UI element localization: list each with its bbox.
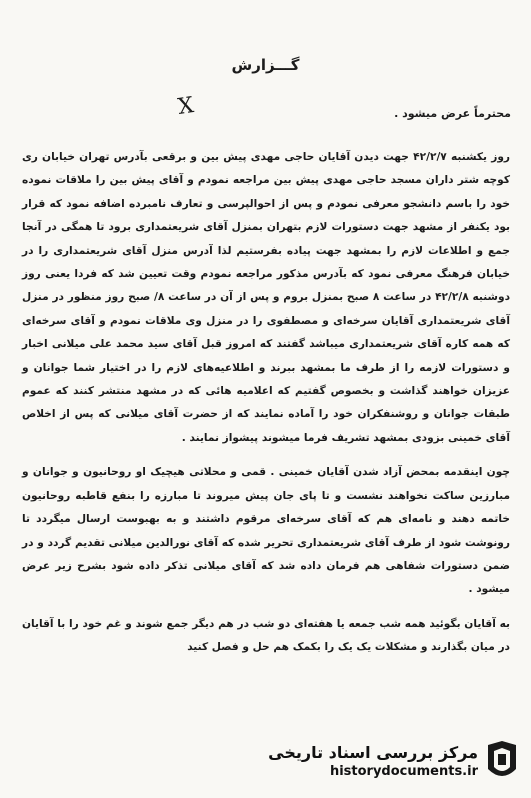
salutation-line: محترماً عرض میشود . <box>394 107 511 120</box>
watermark-text <box>268 743 478 779</box>
paragraph-1: روز یکشنبه ۴۲/۲/۷ جهت دیدن آقایان حاجی مهدی پیش بین و برقعی بآدرس تهران خیابان ری کوچه شتر داران مسجد حاجی مهدی پیش بین مراجعه نمودم و آقای پیش بین را ملاقات نموده خود را باسم دانشجو معرفی نمودم و پس از احوالپرسی و تعارف نامبرده اضافه نمود که قرار بود یکنفر از مشهد جهت دستورات لازم بتهران بمنزل آقای شریعتمداری برود تا همگی در آنجا جمع و اطلاعات لازم را بمشهد جهت پیاده بفرستیم لذا آدرس منزل آقای شریعتمداری را در خیابان فرهنگ معرفی نمود که بآدرس مذکور مراجعه نمودم وقت تعیین شد که فردا یعنی روز دوشنبه ۴۲/۲/۸ در ساعت ۸ صبح بمنزل بروم و پس از آن در ساعت ۸/ صبح روز منظور در منزل آقای شریعتمداری آقایان سرخه‌ای و مصطفوی را در منزل وی ملاقات نمودم و آقای سرخه‌ای که همه کاره آقای شریعتمداری میباشد گفتند که امروز قبل آقای سید محمد علی میلانی اخبار و دستورات لازمه را از طرف ما بمشهد ببرند و اطلاعیه‌های لازم را در اختیار شما جوانان و عزیزان خواهند گذاشت و بخصوص گفتیم که اعلامیه هائی که در مشهد منتشر کنند که عموم طبقات جوانان و روشنفکران خود را آماده نمایند که از حضرت آقای میلانی که پس از اخلاص آقای خمینی بزودی بمشهد تشریف فرما میشوند پیشواز نمایند . <box>22 151 511 444</box>
report-body <box>22 146 510 660</box>
watermark-url: historydocuments.ir <box>329 764 478 779</box>
watermark-logo <box>250 734 520 788</box>
watermark-name: مرکز بررسی اسناد تاریخی <box>268 743 478 762</box>
paragraph-3: به آقایان بگوئید همه شب جمعه یا هفته‌ای دو شب در هم دیگر جمع شوند و غم خود را با آقایان در میان بگذارند و مشکلات یک یک را بکمک هم حل و فصل کنید <box>22 617 510 654</box>
document-title: گـــزارش <box>231 56 300 74</box>
paragraph-2: چون اینقدمه بمحض آزاد شدن آقایان خمینی . قمی و محلاتی هیچیک او روحانیون و جوانان و مبارزین ساکت نخواهند نشست و تا پای جان پیش میروند تا مبارزه را بنفع قاطبه روحانیون خاتمه دهند و نامه‌ای هم که آقای سرخه‌ای مرقوم داشتند و به بهبوست ارسال میگردد تا رونوشت شود از طرف آقای شریعتمداری تحریر شده که آقای نورالدین میلانی تقدیم گردد و در ضمن دستورات شفاهی هم فرمان داده شد که آقای میلانی تذکر داده شود بشرح زیر عرض میشود . <box>22 466 510 596</box>
archive-logo-icon <box>484 739 520 783</box>
handwritten-x-mark: X <box>176 93 196 120</box>
